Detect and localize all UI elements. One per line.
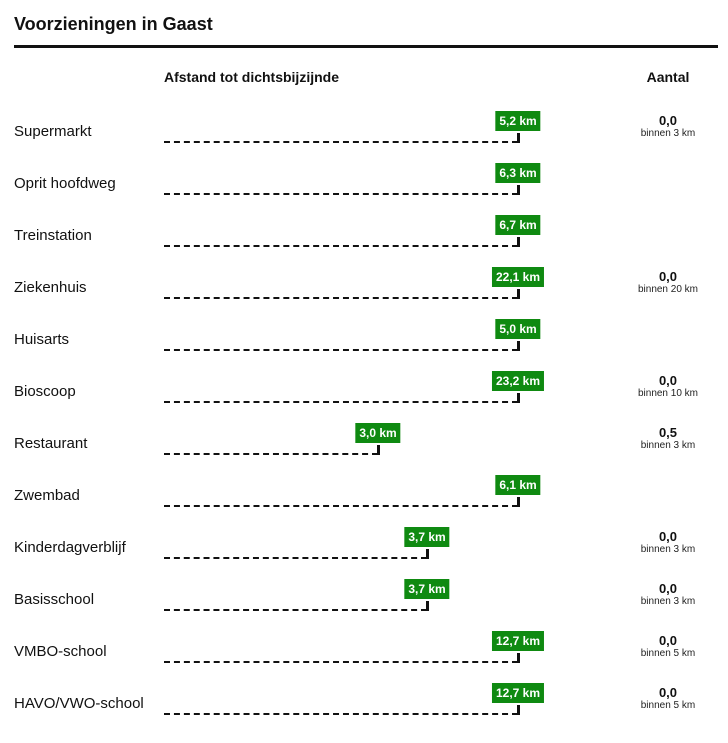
facility-label: VMBO-school (14, 643, 107, 660)
distance-bar (164, 193, 518, 195)
distance-bar (164, 713, 518, 715)
distance-value-label: 12,7 km (492, 631, 544, 651)
facility-row (0, 208, 728, 260)
facility-label: Restaurant (14, 435, 88, 452)
facility-row (0, 156, 728, 208)
distance-marker (426, 549, 429, 559)
facility-label: Basisschool (14, 591, 95, 608)
count-radius-label: binnen 5 km (640, 700, 696, 711)
facility-label: Ziekenhuis (14, 279, 87, 296)
distance-bar (164, 505, 518, 507)
count-column-header: Aantal (646, 69, 690, 85)
distance-value-label: 3,7 km (404, 579, 449, 599)
count-radius-label: binnen 5 km (640, 648, 696, 659)
facility-row (0, 572, 728, 624)
distance-bar (164, 661, 518, 663)
distance-marker (517, 289, 520, 299)
distance-bar (164, 297, 518, 299)
facility-row (0, 416, 728, 468)
count-radius-label: binnen 3 km (640, 128, 696, 139)
distance-bar (164, 453, 378, 455)
distance-marker (517, 185, 520, 195)
count-value: 0,0 (658, 113, 678, 128)
facility-label: Huisarts (14, 331, 70, 348)
facility-label: Supermarkt (14, 123, 92, 140)
distance-value-label: 5,0 km (495, 319, 540, 339)
distance-marker (517, 705, 520, 715)
facility-row (0, 520, 728, 572)
count-value: 0,0 (658, 529, 678, 544)
facility-label: HAVO/VWO-school (14, 695, 144, 712)
facility-label: Oprit hoofdweg (14, 175, 116, 192)
count-value: 0,5 (658, 425, 678, 440)
facility-row (0, 468, 728, 520)
title-rule (14, 45, 718, 48)
count-cell (629, 529, 707, 556)
distance-marker (517, 237, 520, 247)
distance-bar (164, 557, 427, 559)
count-radius-label: binnen 10 km (637, 388, 699, 399)
distance-value-label: 6,1 km (495, 475, 540, 495)
distance-bar (164, 245, 518, 247)
distance-marker (426, 601, 429, 611)
distance-value-label: 6,7 km (495, 215, 540, 235)
count-radius-label: binnen 3 km (640, 596, 696, 607)
distance-value-label: 5,2 km (495, 111, 540, 131)
count-cell (629, 685, 707, 712)
facility-label: Kinderdagverblijf (14, 539, 126, 556)
distance-bar (164, 141, 518, 143)
distance-value-label: 6,3 km (495, 163, 540, 183)
facility-row (0, 624, 728, 676)
facility-row (0, 260, 728, 312)
distance-marker (377, 445, 380, 455)
facility-row (0, 364, 728, 416)
count-cell (629, 425, 707, 452)
facility-label: Zwembad (14, 487, 80, 504)
distance-value-label: 3,7 km (404, 527, 449, 547)
chart-title: Voorzieningen in Gaast (14, 14, 213, 34)
facility-row (0, 104, 728, 156)
distance-bar (164, 609, 427, 611)
count-value: 0,0 (658, 269, 678, 284)
distance-value-label: 22,1 km (492, 267, 544, 287)
distance-marker (517, 393, 520, 403)
distance-value-label: 23,2 km (492, 371, 544, 391)
distance-marker (517, 341, 520, 351)
facility-row (0, 312, 728, 364)
count-radius-label: binnen 3 km (640, 544, 696, 555)
distance-marker (517, 653, 520, 663)
count-value: 0,0 (658, 685, 678, 700)
count-radius-label: binnen 20 km (637, 284, 699, 295)
count-cell (629, 113, 707, 140)
count-value: 0,0 (658, 633, 678, 648)
count-cell (629, 581, 707, 608)
distance-value-label: 3,0 km (355, 423, 400, 443)
distance-value-label: 12,7 km (492, 683, 544, 703)
facility-row (0, 676, 728, 728)
facility-label: Bioscoop (14, 383, 76, 400)
count-value: 0,0 (658, 581, 678, 596)
count-cell (629, 269, 707, 296)
distance-bar (164, 349, 518, 351)
count-cell (629, 633, 707, 660)
count-radius-label: binnen 3 km (640, 440, 696, 451)
distance-bar (164, 401, 518, 403)
distance-column-header: Afstand tot dichtsbijzijnde (164, 69, 339, 85)
facility-label: Treinstation (14, 227, 92, 244)
distance-marker (517, 133, 520, 143)
count-cell (629, 373, 707, 400)
count-value: 0,0 (658, 373, 678, 388)
distance-marker (517, 497, 520, 507)
